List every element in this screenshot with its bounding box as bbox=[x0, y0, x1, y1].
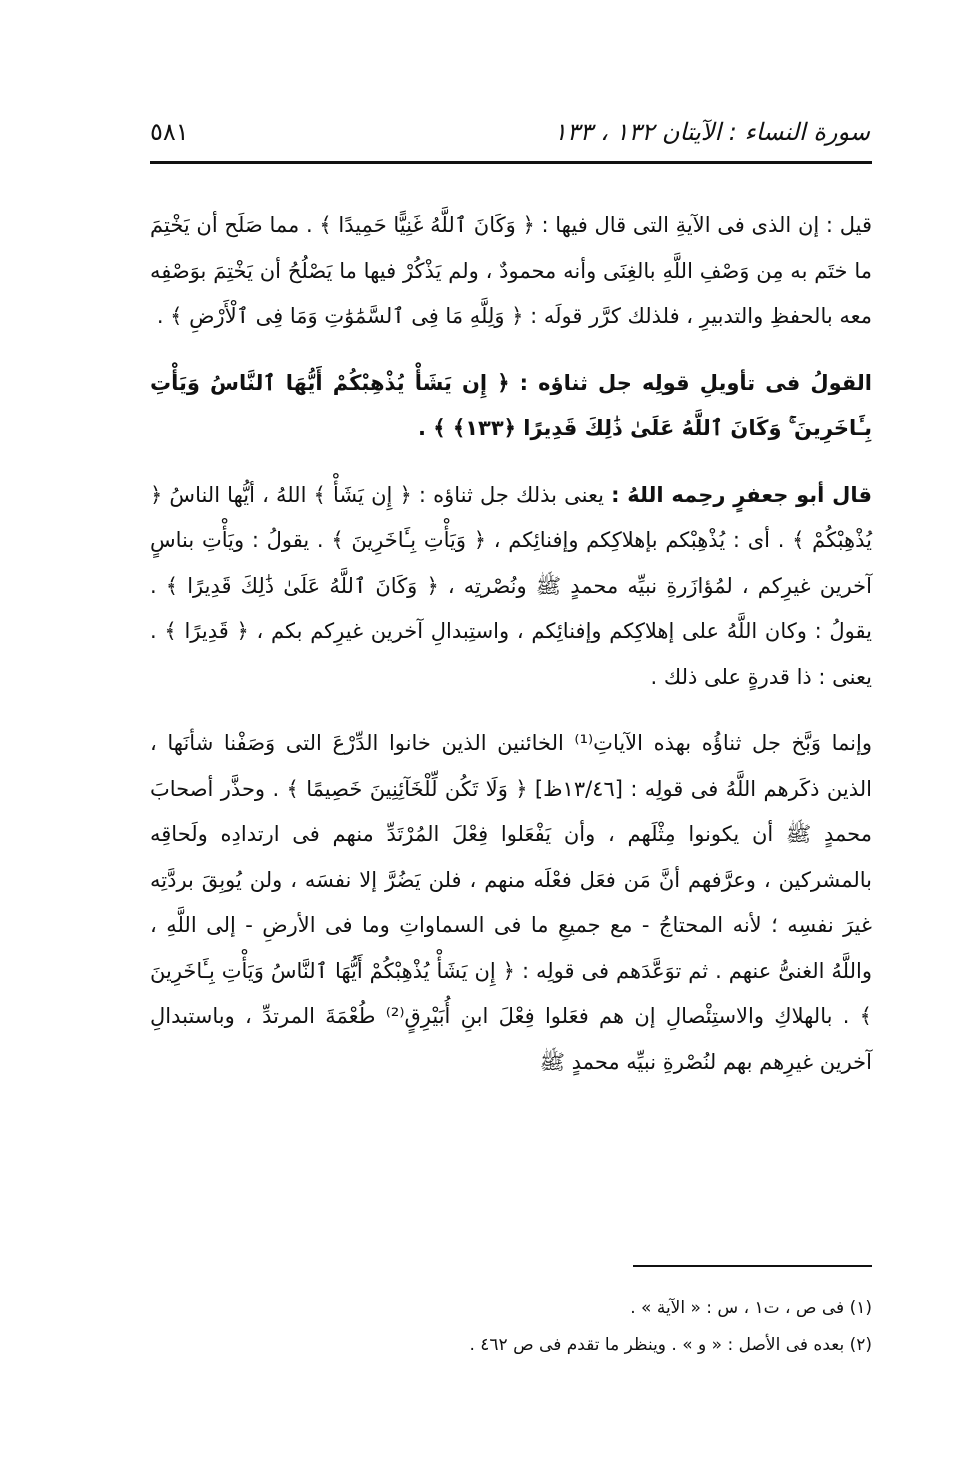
footnotes bbox=[150, 1290, 872, 1364]
page-number: ٥٨١ bbox=[150, 118, 189, 146]
footnote-2: (٢) بعده فى الأصل : « و » . وينظر ما تقدم فى ص ٤٦٢ . bbox=[469, 1335, 872, 1355]
footnote-1: (١) فى ص ، ت١ ، س : « الآية » . bbox=[630, 1298, 872, 1318]
footnote-divider bbox=[633, 1265, 872, 1267]
paragraph-3-text: يعنى بذلك جل ثناؤه : ﴿ إِن يَشَأْ ﴾ اللهُ ، أيُّها الناسُ ﴿ يُذْهِبْكُمْ ﴾ . أى : يُذْهِبْكم بإهلاكِكم وإفنائِكم ، ﴿ وَيَأْتِ بِـَٔاخَرِينَ ﴾ . يقولُ : ويَأْتِ بناسٍ آخرين غيرِكم ، لمُؤازَرةِ نبيِّه محمدٍ ﷺ ونُصْرتِه ، ﴿ وَكَانَ ٱللَّهُ عَلَىٰ ذَٰلِكَ قَدِيرًا ﴾ . يقولُ : وكان اللَّهُ على إهلاكِكم وإفنائِكم ، واستِبدالِ آخرين غيرِكم بكم ، ﴿ قَدِيرًا ﴾ . يعنى : ذا قدرةٍ على ذلك . bbox=[150, 482, 872, 689]
speaker-label: قال أبو جعفرٍ رحِمه اللهُ : bbox=[611, 482, 873, 507]
section-heading: القولُ فى تأويلِ قولِه جل ثناؤه : ﴿ إِن يَشَأْ يُذْهِبْكُمْ أَيُّهَا ٱلنَّاسُ وَيَأْتِ بِـَٔاخَرِينَ ۚ وَكَانَ ٱللَّهُ عَلَىٰ ذَٰلِكَ قَدِيرًا ﴿١٣٣﴾ ﴾ . bbox=[150, 370, 872, 440]
header-divider bbox=[150, 161, 872, 164]
running-header bbox=[150, 110, 870, 154]
main-text bbox=[150, 203, 872, 1106]
paragraph-4: وإنما وَبَّخ جل ثناؤُه بهذه الآياتِ⁽¹⁾ الخائنين الذين خانوا الدِّرْعَ التى وَصَفْنا شأنَها ، الذين ذكَرهم اللَّهُ فى قولِه : [١٣/٤٦ظ] ﴿ وَلَا تَكُن لِّلْخَآئِنِينَ خَصِيمًا ﴾ . وحذَّر أصحابَ محمدٍ ﷺ أن يكونوا مِثْلَهم ، وأن يَفْعَلوا فِعْلَ المُرْتَدِّ منهم فى ارتدادِه ولَحاقِه بالمشركين ، وعرَّفهم أنَّ مَن فعَل فعْلَه منهم ، فلن يَضُرَّ إلا نفسَه ، ولن يُوبِقَ بردَّتِه غيرَ نفسِه ؛ لأنه المحتاجُ - مع جميعِ ما فى السماواتِ وما فى الأرضِ - إلى اللَّهِ ، واللَّهُ الغنىُّ عنهم . ثم توَعَّدَهم فى قولِه : ﴿ إِن يَشَأْ يُذْهِبْكُمْ أَيُّهَا ٱلنَّاسُ وَيَأْتِ بِـَٔاخَرِينَ ﴾ . بالهلاكِ والاستِئْصالِ إن هم فعَلوا فِعْلَ ابنِ أُبَيْرِقٍ⁽²⁾ طُعْمَةَ المرتدِّ ، وباستبدالِ آخرين غيرِهم بهم لنُصْرةِ نبيِّه محمدٍ ﷺ bbox=[150, 731, 873, 1074]
surah-title: سورة النساء : الآيتان ١٣٢ ، ١٣٣ bbox=[553, 118, 870, 146]
paragraph-3 bbox=[150, 473, 872, 701]
paragraph-1: قيل : إن الذى فى الآيةِ التى قال فيها : ﴿ وَكَانَ ٱللَّهُ غَنِيًّا حَمِيدًا ﴾ . مما صَلَح أن يَخْتِمَ ما ختَم به مِن وَصْفِ اللَّهِ بالغِنَى وأنه محمودٌ ، ولم يَذْكُرْ فيها ما يَصْلُحُ أن يَخْتِمَ بوَصْفِه معه بالحفظِ والتدبيرِ ، فلذلك كرَّر قولَه : ﴿ وَلِلَّهِ مَا فِى ٱلسَّمَٰوَٰتِ وَمَا فِى ٱلْأَرْضِ ﴾ . bbox=[150, 213, 872, 328]
